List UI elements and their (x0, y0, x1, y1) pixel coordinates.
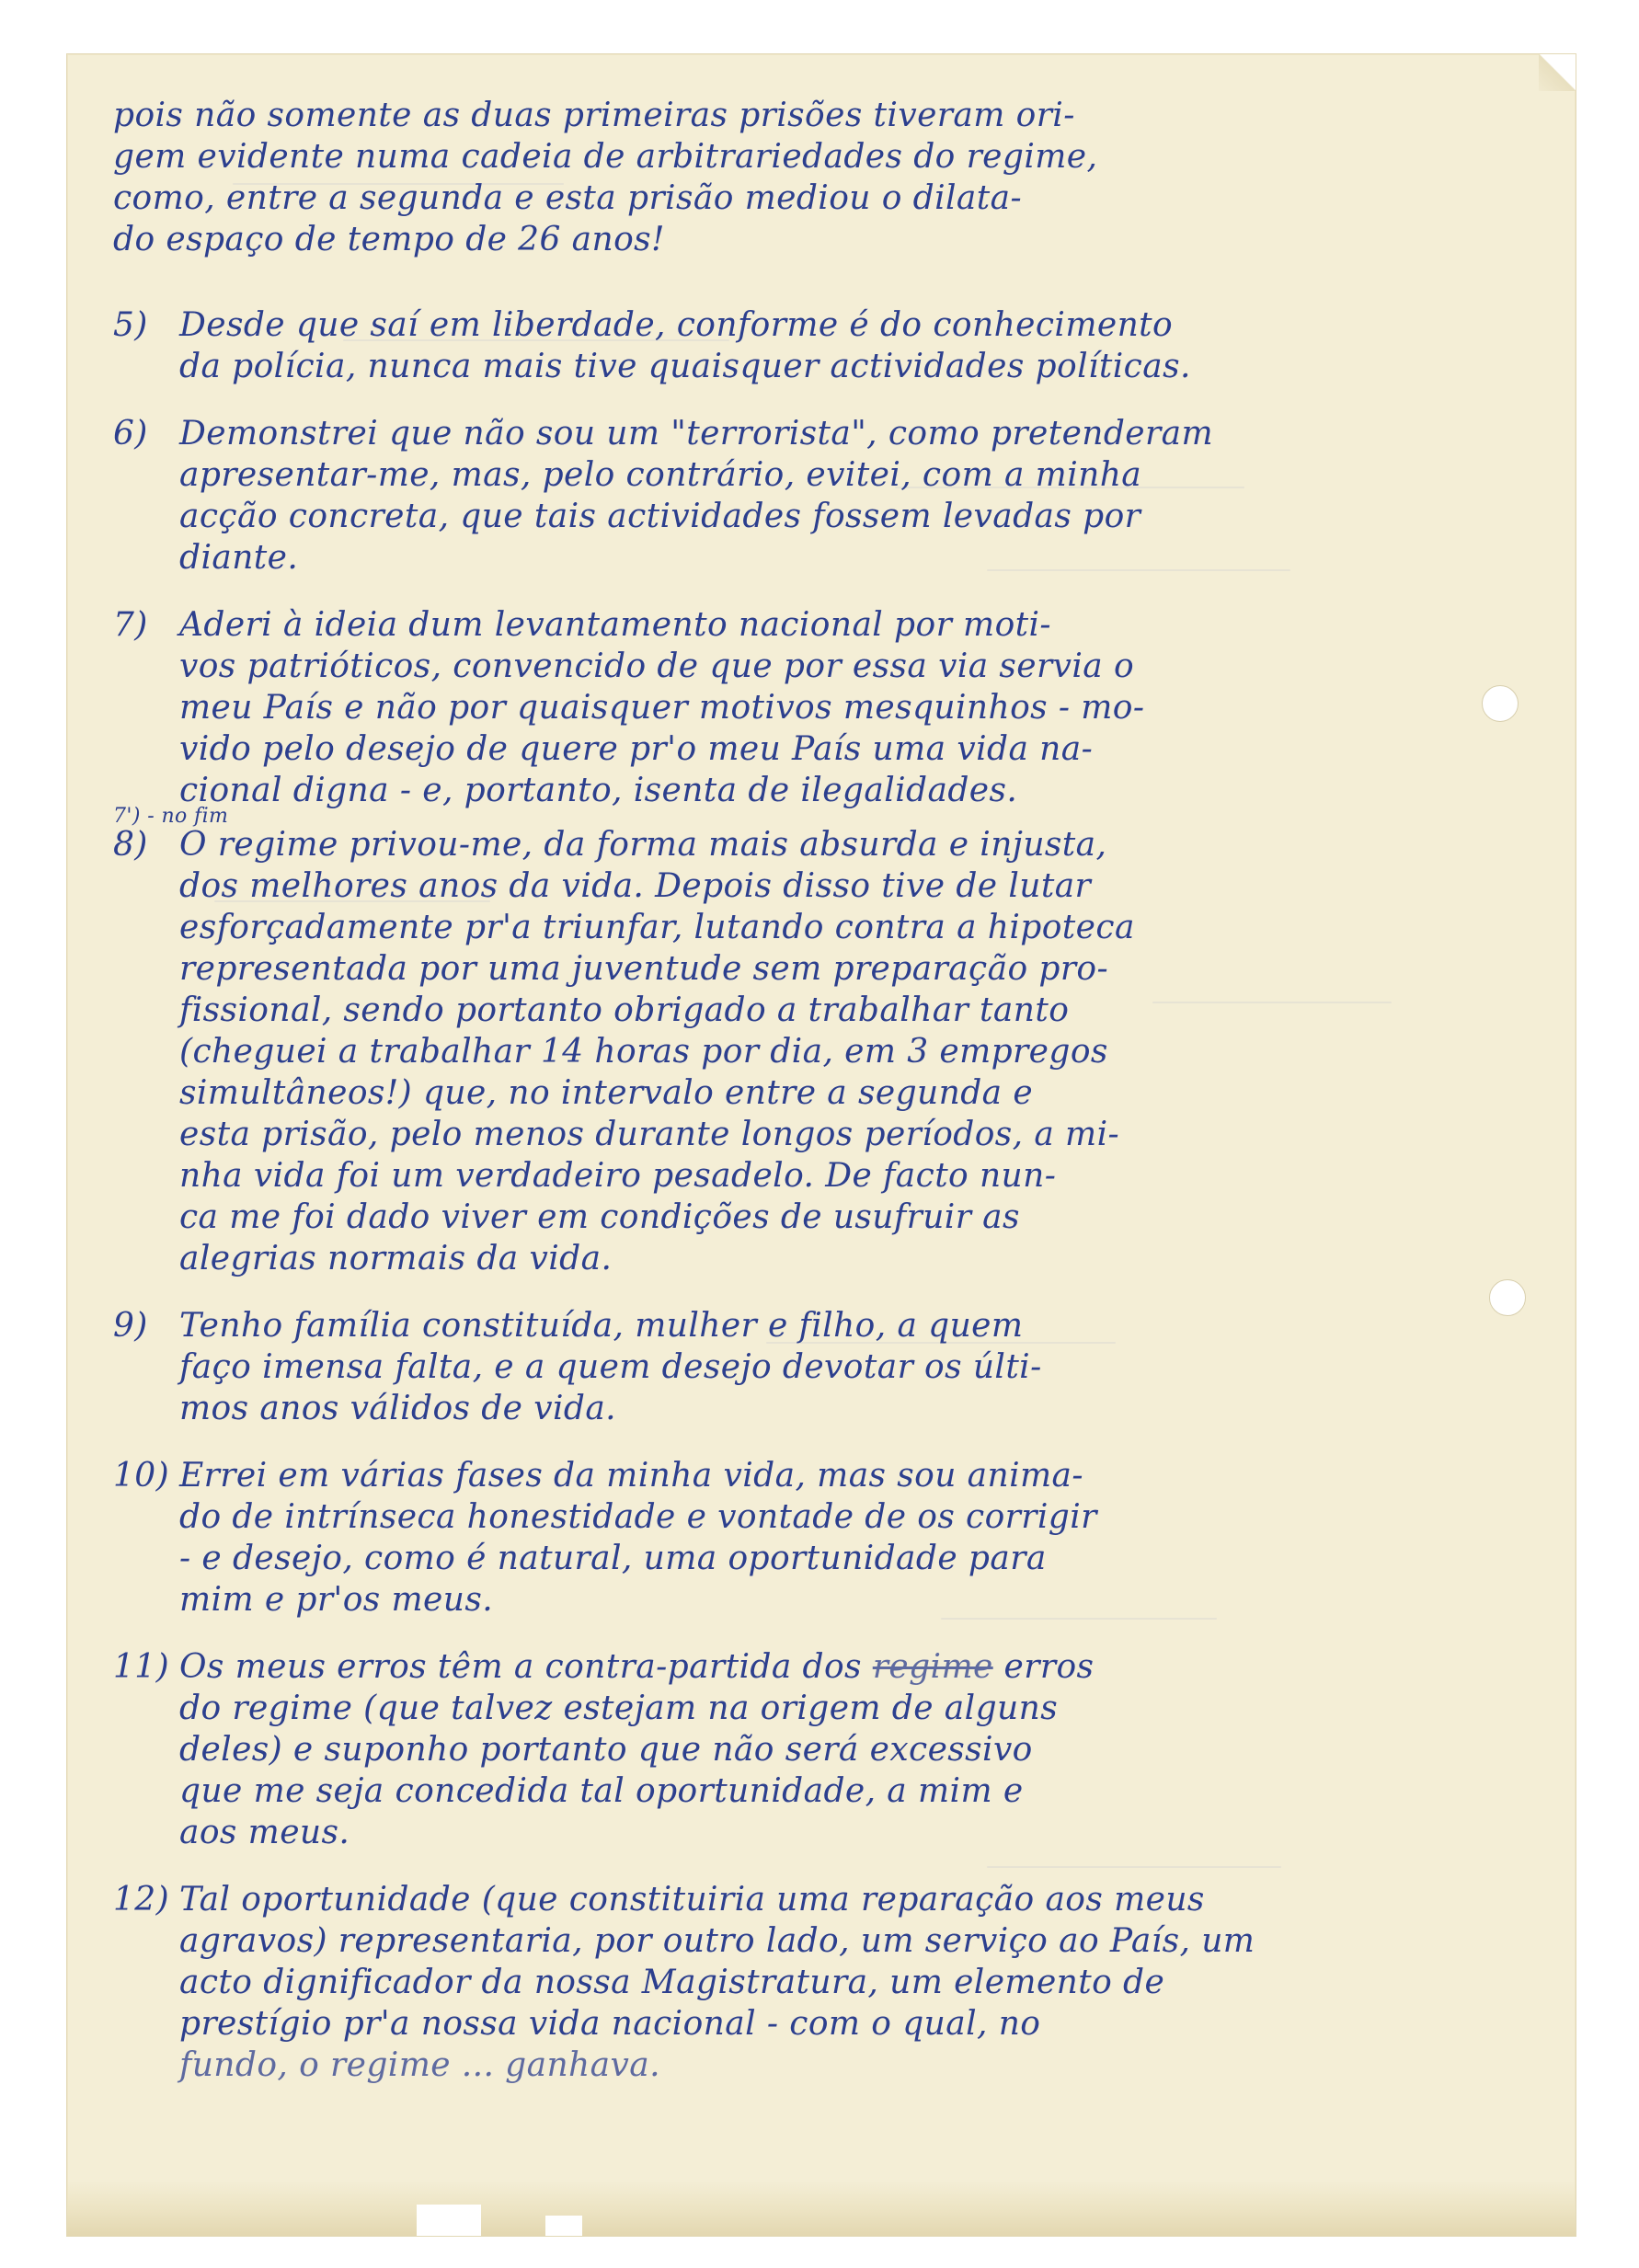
item-number: 11) (113, 1648, 170, 1686)
item-line: do regime (que talvez estejam na origem de alguns (179, 1690, 1059, 1727)
handwritten-text (113, 95, 1438, 2086)
worn-bottom-edge (67, 2181, 1576, 2236)
item-line: Errei em várias fases da minha vida, mas sou anima- (179, 1457, 1083, 1495)
item-10 (113, 1455, 1438, 1621)
torn-notch (417, 2205, 481, 2236)
item-line: fundo, o regime ... ganhava. (179, 2046, 660, 2084)
item-9 (113, 1305, 1438, 1429)
item-line: deles) e suponho portanto que não será excessivo (179, 1731, 1033, 1769)
item-line: Tenho família constituída, mulher e filho, a quem (179, 1307, 1024, 1345)
intro-paragraph (113, 95, 1438, 260)
intro-line: gem evidente numa cadeia de arbitrariedades do regime, (113, 138, 1098, 176)
item-line: vido pelo desejo de quere pr'o meu País uma vida na- (179, 730, 1094, 768)
item-line: (cheguei a trabalhar 14 horas por dia, em 3 empregos (179, 1033, 1108, 1071)
item-line: - e desejo, como é natural, uma oportunidade para (179, 1540, 1047, 1577)
item-line: do de intrínseca honestidade e vontade de os corrigir (179, 1498, 1097, 1536)
item-line: apresentar-me, mas, pelo contrário, evitei, com a minha (179, 456, 1142, 494)
item-line: prestígio pr'a nossa vida nacional - com o qual, no (179, 2005, 1041, 2043)
item-line: da polícia, nunca mais tive quaisquer actividades políticas. (179, 348, 1191, 385)
item-line: Tal oportunidade (que constituiria uma reparação aos meus (179, 1881, 1205, 1919)
item-line: Aderi à ideia dum levantamento nacional por moti- (179, 606, 1051, 644)
item-line: agravos) representaria, por outro lado, um serviço ao País, um (179, 1922, 1255, 1960)
item-line: vos patrióticos, convencido de que por essa via servia o (179, 647, 1135, 685)
intro-line: do espaço de tempo de 26 anos! (113, 221, 665, 258)
item-number: 9) (113, 1307, 148, 1345)
item-line: simultâneos!) que, no intervalo entre a segunda e (179, 1074, 1034, 1112)
item-8 (113, 824, 1438, 1279)
item-line: representada por uma juventude sem preparação pro- (179, 950, 1109, 988)
item-line: acto dignificador da nossa Magistratura, um elemento de (179, 1964, 1165, 2001)
item-line-end: erros (1003, 1648, 1095, 1686)
item-line: meu País e não por quaisquer motivos mesquinhos - mo- (179, 689, 1145, 727)
item-line: Desde que saí em liberdade, conforme é do conhecimento (179, 306, 1174, 344)
item-6 (113, 413, 1438, 578)
item-line: esforçadamente pr'a triunfar, lutando contra a hipoteca (179, 909, 1135, 946)
item-line: O regime privou-me, da forma mais absurda e injusta, (179, 826, 1107, 864)
item-line: ca me foi dado viver em condições de usufruir as (179, 1198, 1020, 1236)
torn-notch (545, 2216, 582, 2236)
item-number: 7) (113, 606, 148, 644)
punch-hole-upper (1482, 685, 1519, 722)
item-line: Demonstrei que não sou um "terrorista", como pretenderam (179, 415, 1214, 452)
item-line: cional digna - e, portanto, isenta de ilegalidades. (179, 772, 1018, 809)
item-line: acção concreta, que tais actividades fossem levadas por (179, 498, 1141, 535)
intro-line: pois não somente as duas primeiras prisões tiveram ori- (113, 97, 1075, 134)
item-number: 12) (113, 1881, 170, 1919)
item-line: nha vida foi um verdadeiro pesadelo. De facto nun- (179, 1157, 1057, 1195)
item-line-start: Os meus erros têm a contra-partida dos (179, 1648, 862, 1686)
item-line: diante. (179, 539, 299, 577)
item-line: dos melhores anos da vida. Depois disso tive de lutar (179, 867, 1092, 905)
item-line (179, 1646, 1094, 1688)
struck-word: regime (872, 1648, 993, 1686)
item-number: 8) (113, 826, 148, 864)
item-7 (113, 604, 1438, 811)
folded-corner (1539, 54, 1576, 91)
item-5 (113, 304, 1438, 387)
punch-hole-lower (1489, 1279, 1526, 1316)
item-line: mos anos válidos de vida. (179, 1390, 617, 1427)
item-line: aos meus. (179, 1814, 350, 1851)
item-11 (113, 1646, 1438, 1853)
item-line: que me seja concedida tal oportunidade, a mim e (179, 1772, 1024, 1810)
item-number: 10) (113, 1457, 170, 1495)
item-line: esta prisão, pelo menos durante longos períodos, a mi- (179, 1116, 1120, 1153)
item-line: faço imensa falta, e a quem desejo devotar os últi- (179, 1348, 1042, 1386)
item-number: 6) (113, 415, 148, 452)
manuscript-page (66, 53, 1576, 2237)
item-line: mim e pr'os meus. (179, 1581, 494, 1619)
margin-note: 7') - no fim (113, 805, 229, 828)
item-12 (113, 1879, 1438, 2086)
item-line: fissional, sendo portanto obrigado a trabalhar tanto (179, 991, 1070, 1029)
item-number: 5) (113, 306, 148, 344)
intro-line: como, entre a segunda e esta prisão mediou o dilata- (113, 179, 1023, 217)
item-line: alegrias normais da vida. (179, 1240, 613, 1277)
